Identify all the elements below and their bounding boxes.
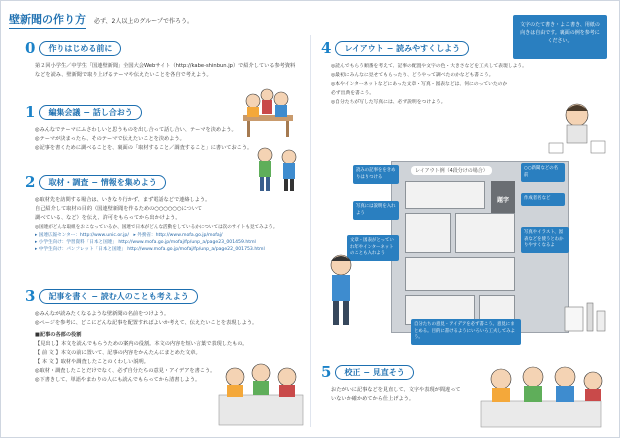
resource-link[interactable]: ▸ 国連広報センター：http://www.unic.or.jp/ ▸ 外務省：http://www.mofa.go.jp/mofaj/ [35,233,223,238]
section-2-line: 調べている、など）を伝え、許可をもらってから出かけよう。 [35,215,181,221]
role-line: ◎下書きして、単語やまわりの人にも読んでもらってから清書しよう。 [35,377,201,383]
diagram-caption: レイアウト例（4段分けの場合） [411,166,492,175]
section-3-title: 記事を書く − 読む人のことも考えよう [39,289,197,304]
section-2-line: 自己紹介して取材の目的（国連壁新聞を作るための○○○○○○について [35,206,203,212]
illustration-writing [215,339,307,431]
section-2-line: ◎取材先を訪問する場合は、いきなり行かず、まず電話などで連絡しよう。 [35,197,211,203]
section-1-line: ◎テーマが決まったら、そのテーマで伝えたいことを決めよう。 [35,136,185,142]
callout-note: ○○新聞などの名前 [521,163,565,182]
resource-link[interactable]: ▸ 小学生向け：学習資料「日本と国連」 http://www.mofa.go.jp/mofaj/fp/unp_a/page23_001459.html [35,240,256,245]
illustration-proofreading [471,353,611,433]
section-1-title: 編集会議 − 話し合おう [39,105,141,120]
diagram-block [455,213,515,253]
diagram-block [405,257,515,291]
callout-note: 作成者名など [521,193,565,206]
section-4-line: 必ず出典を書こう。 [331,91,375,96]
section-3-number: 3 [25,287,36,305]
section-3-line: ◎みんなが読みたくなるような壁新聞の名前をつけよう。 [35,311,170,317]
section-5-line: おたがいに記事などを見直して、文字や表現が間違って [331,387,461,393]
section-4-title: レイアウト − 読みやすくしよう [335,41,469,56]
section-4-line: ◎本やインターネットなどにあった文章・写真・図表などは、何にのっていたのか [331,82,508,87]
section-4-number: 4 [321,39,332,57]
section-1-line: ◎みんなでテーマにふさわしいと思うものを出し合って話し合い、テーマを決めよう。 [35,127,237,133]
section-0-number: 0 [25,39,36,57]
section-5-line: いないか確かめてから仕上げよう。 [331,396,415,402]
role-line: 【 本 文 】取材や調査したことのくわしい説明。 [35,359,149,365]
callout-note: 写真には説明を入れよう [353,201,399,220]
section-0 [25,41,305,80]
roles-title: ■記事の各部の役割 [35,332,82,338]
diagram-masthead: 題字 [491,181,515,221]
role-line: 【 前 文 】本文の前に置いて、記事の内容をかんたんにまとめた文章。 [35,350,201,356]
section-4-line: ◎最初にみんなに見せてもらったり、どうやって調べたのかなども書こう。 [331,73,494,78]
callout-note: 写真やイラスト、図表などを使うとわかりやすくなるよ [521,227,569,253]
callout-note: 文章・図表がとっていれ年やインターネットのことも入れよう [347,235,399,261]
section-0-line: 第２回小学生／中学生「国連壁新聞」全国大会Webサイト（http://kabe-shinbun.jp）で紹介している参考資料 [35,63,296,69]
section-4-line: ◎読んでもらう順番を考えて、記事の配置や文字の色・大きさなどを工夫して表現しよう。 [331,64,527,69]
section-1-line: ◎記事を書くために調べることを、裏面の「取材すること／調査すること」に書いておこう。 [35,145,253,151]
illustration-meeting [233,85,303,141]
resource-link[interactable]: ▸ 中学生向け：パンフレット「日本と国連」 http://www.mofa.go.jp/mofaj/fp/unp_a/page22_001753.html [35,247,265,252]
illustration-layout-thinking [541,97,611,157]
section-2-line: ◎国連がどんな取組をおこなっているか、国連で日本がどんな活動をしているかについては次のサイトも見てみよう。 [35,225,278,230]
section-2-title: 取材・調査 − 情報を集めよう [39,175,165,190]
callout-note: 読みの記事ををきめりはりつける [353,165,399,184]
section-0-title: 作りはじめる前に [39,41,121,56]
role-line: 【見出し】本文を読んでもらうための案内の役割。本文の内容を短い言葉で表現したもの。 [35,341,248,347]
section-3-line: ◎ページを参考に、どこにどんな記事を配置すればよいか考えて、伝えたいことを表現しよう。 [35,320,258,326]
section-5-number: 5 [321,363,332,381]
page-title: 壁新聞の作り方 [9,11,86,29]
illustration-materials [561,297,609,337]
header [9,11,193,29]
illustration-research [249,143,307,199]
section-0-line: などを読み、壁新聞で取り上げるテーマや伝えたいことを各自で考えよう。 [35,72,212,78]
callout-note: 自分たちの意見・アイデアを必ず書こう。意見にまとめる。目的に書けるようにいろいろ工夫してみよう。 [411,319,521,345]
illustration-standing-child [323,251,359,333]
column-divider [310,35,311,427]
role-line: ◎取材・調査したことだけでなく、必ず自分たちの意見・アイデアを書こう。 [35,368,216,374]
section-1-number: 1 [25,103,36,121]
diagram-photo-block [405,213,451,253]
section-5-title: 校正 − 見直そう [335,365,413,380]
section-2-number: 2 [25,173,36,191]
note-box: 文字のたて書き・よこ書き、用紙の向きは自由です。裏面の例を参考にください。 [513,15,607,59]
section-4-line: ◎自分たちが写した写真には、必ず説明をつけよう。 [331,100,446,105]
diagram-block [405,181,485,209]
page-subtitle: 必ず、2人以上のグループで作ろう。 [94,17,194,25]
